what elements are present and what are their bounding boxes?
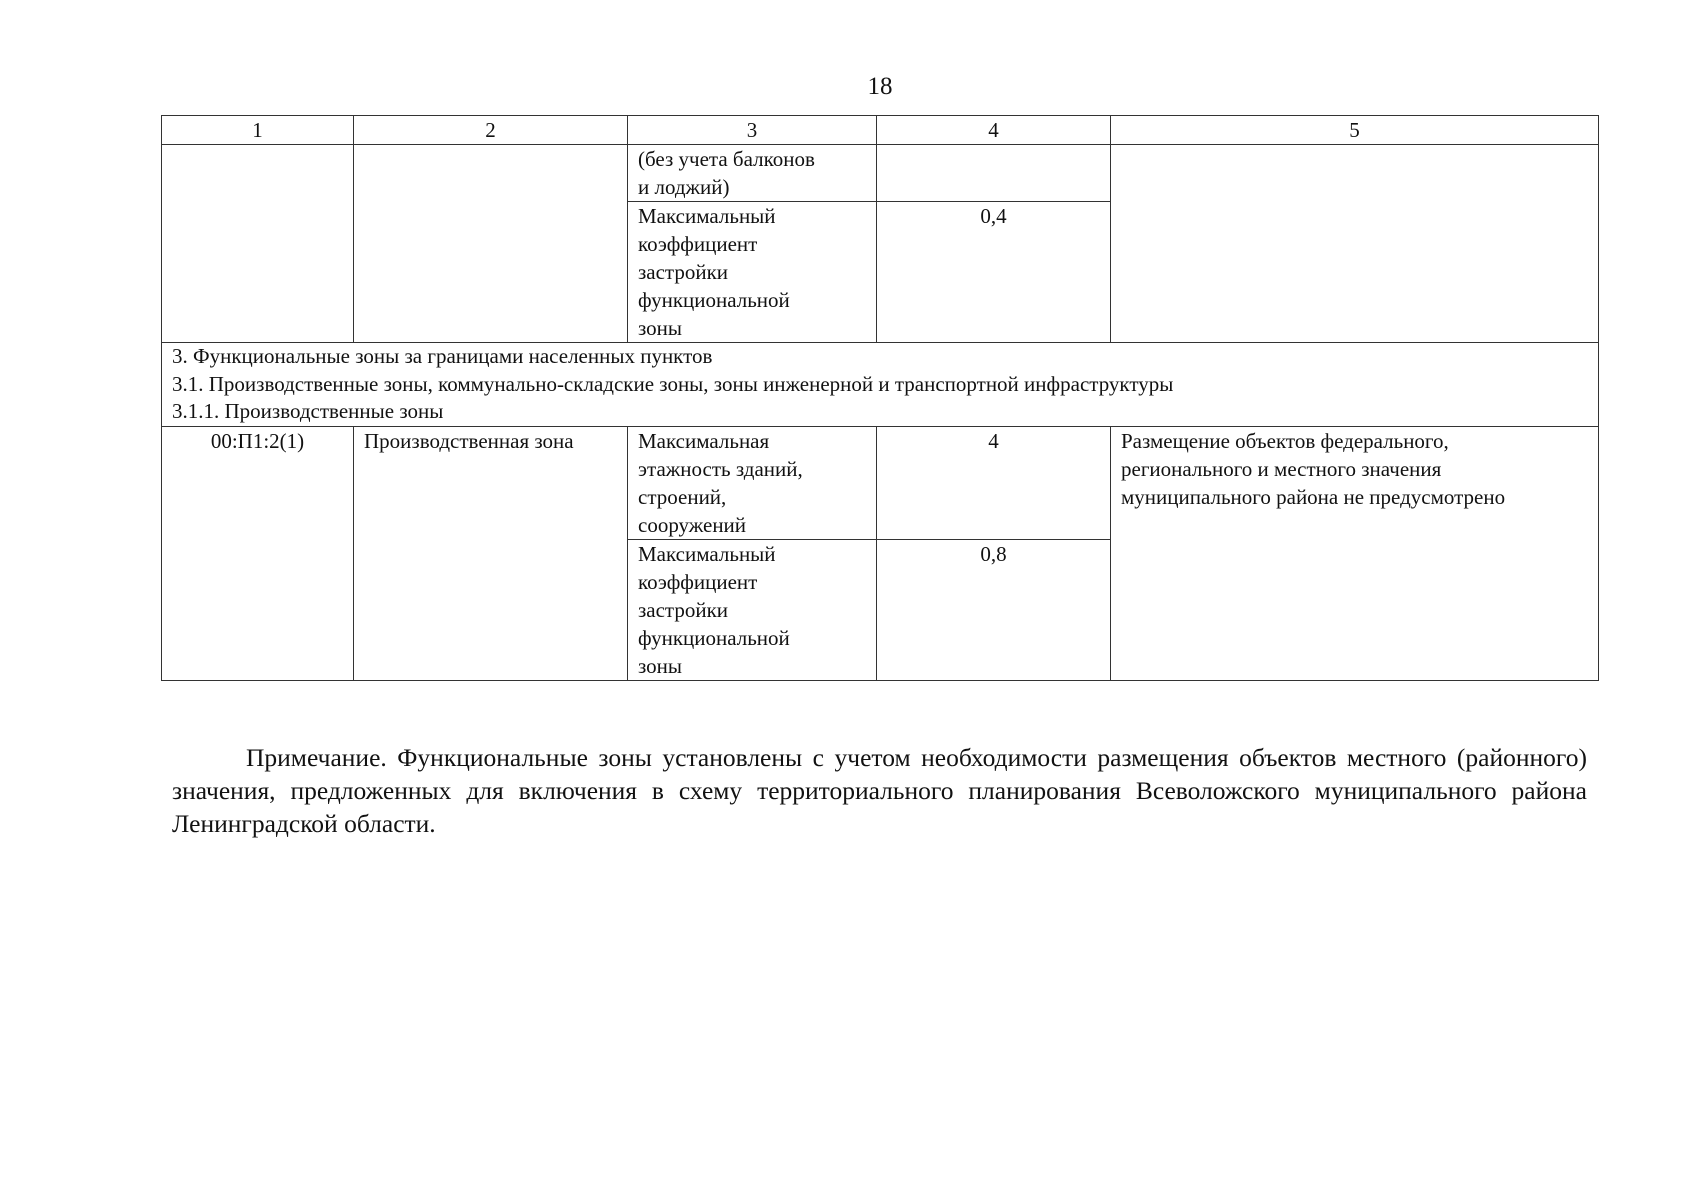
objects-text: Размещение объектов федерального,	[1121, 428, 1449, 453]
subsection-heading: 3.1.1. Производственные зоны	[172, 399, 444, 423]
table-row	[162, 145, 1599, 202]
zones-table	[161, 115, 1599, 681]
parameter-text: застройки	[638, 260, 729, 284]
parameter-cell	[628, 539, 877, 680]
value-cell: 4	[877, 426, 1111, 539]
zone-code-cell: 00:П1:2(1)	[162, 426, 354, 680]
parameter-text: этажность зданий,	[638, 456, 803, 481]
section-heading-cell	[162, 343, 1599, 427]
parameter-text: коэффициент	[638, 569, 758, 594]
parameter-cell	[628, 426, 877, 539]
note-paragraph: Примечание. Функциональные зоны установлены с учетом необходимости размещения объектов местного (районного) значения, предложенных для включения в схему территориального планирования Всеволожского муниципального района Ленинградской области.	[172, 742, 1587, 838]
parameter-text: Максимальная	[638, 428, 770, 453]
parameter-text: застройки	[638, 597, 729, 622]
parameter-cell	[628, 202, 877, 343]
parameter-text: строений,	[638, 484, 727, 509]
table-header-row	[162, 116, 1599, 145]
parameter-text: зоны	[638, 316, 683, 340]
column-header: 1	[162, 116, 354, 145]
parameter-cell	[628, 145, 877, 202]
objects-text: регионального и местного значения	[1121, 456, 1442, 481]
column-header: 4	[877, 116, 1111, 145]
objects-cell	[1111, 145, 1599, 343]
zone-name-cell	[354, 145, 628, 343]
parameter-text: коэффициент	[638, 232, 758, 256]
parameter-text: Максимальный	[638, 541, 776, 566]
parameter-text: зоны	[638, 653, 683, 678]
column-header: 3	[628, 116, 877, 145]
value-cell: 0,4	[877, 202, 1111, 343]
zone-name-cell: Производственная зона	[354, 426, 628, 680]
section-heading: 3. Функциональные зоны за границами населенных пунктов	[172, 344, 713, 368]
table-row	[162, 426, 1599, 539]
value-cell: 0,8	[877, 539, 1111, 680]
parameter-text: функциональной	[638, 288, 790, 312]
objects-text: муниципального района не предусмотрено	[1121, 484, 1506, 509]
parameter-text: (без учета балконов	[638, 147, 815, 171]
subsection-heading: 3.1. Производственные зоны, коммунально-складские зоны, зоны инженерной и транспортной инфраструктуры	[172, 371, 1174, 396]
column-header: 5	[1111, 116, 1599, 145]
parameter-text: сооружений	[638, 512, 747, 537]
objects-cell	[1111, 426, 1599, 680]
parameter-text: функциональной	[638, 625, 790, 650]
parameter-text: и лоджий)	[638, 175, 730, 199]
zone-code-cell	[162, 145, 354, 343]
parameter-text: Максимальный	[638, 204, 776, 228]
page-number: 18	[867, 73, 893, 100]
column-header: 2	[354, 116, 628, 145]
section-row	[162, 343, 1599, 427]
value-cell	[877, 145, 1111, 202]
